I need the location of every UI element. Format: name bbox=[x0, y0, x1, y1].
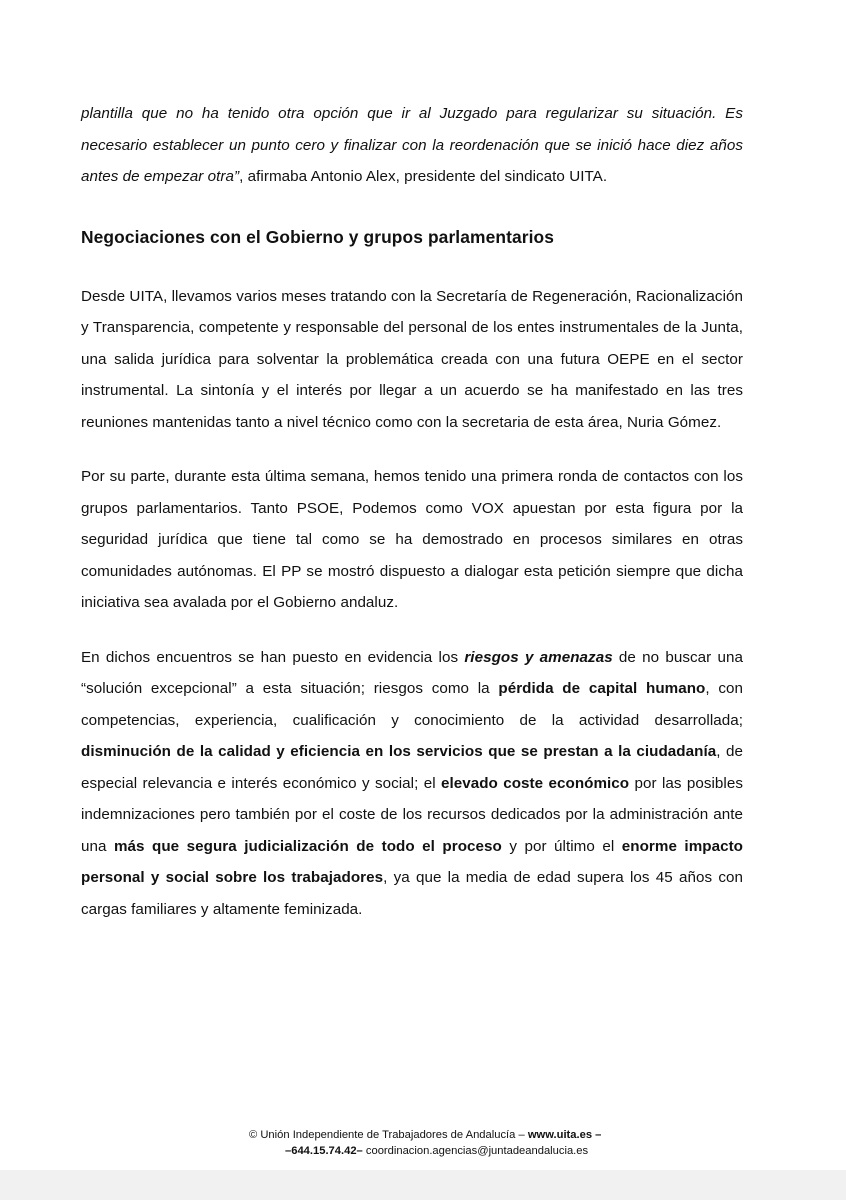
text-run: , con competencias, experiencia, cualificación y conocimiento de la actividad desarrollada; bbox=[81, 680, 743, 729]
spacer bbox=[81, 251, 743, 281]
intro-quote: plantilla que no ha tenido otra opción que ir al Juzgado para regularizar su situación. Es necesario establecer un punto cero y finalizar con la reordenación que se inició hace diez años antes de empezar otra” bbox=[81, 105, 743, 185]
footer-line-2 bbox=[285, 1143, 588, 1159]
spacer bbox=[81, 619, 743, 642]
emphasis-human-capital: pérdida de capital humano bbox=[498, 680, 706, 697]
emphasis-personal-impact: enorme impacto personal y social sobre los trabajadores bbox=[81, 837, 744, 886]
emphasis-service-quality: disminución de la calidad y eficiencia en los servicios que se prestan a la ciudadanía bbox=[81, 743, 717, 760]
intro-paragraph bbox=[81, 98, 743, 193]
body-paragraph-3 bbox=[81, 642, 743, 926]
emphasis-risks-text: riesgos y amenazas bbox=[464, 648, 613, 666]
text-run: En dichos encuentros se han puesto en evidencia los bbox=[81, 648, 465, 666]
spacer bbox=[81, 193, 743, 223]
footer-copyright: © Unión Independiente de Trabajadores de Andalucía – bbox=[249, 1129, 528, 1141]
text-run: de no buscar una “solución excepcional” a esta situación; riesgos como la bbox=[81, 648, 744, 697]
document-body bbox=[81, 98, 743, 925]
footer-website: www.uita.es – bbox=[527, 1129, 602, 1141]
text-run: , de especial relevancia e interés económico y social; el bbox=[81, 743, 743, 792]
emphasis-risks bbox=[464, 649, 612, 666]
emphasis-judicialization: más que segura judicialización de todo el proceso bbox=[113, 837, 502, 855]
spacer bbox=[81, 438, 743, 461]
intro-attribution: , afirmaba Antonio Alex, presidente del sindicato UITA. bbox=[239, 168, 608, 185]
text-run: y por último el bbox=[501, 837, 622, 855]
section-heading: Negociaciones con el Gobierno y grupos parlamentarios bbox=[81, 226, 555, 247]
body-paragraph-2: Por su parte, durante esta última semana, hemos tenido una primera ronda de contactos con los grupos parlamentarios. Tanto PSOE, Podemos como VOX apuestan por esta figura por la seguridad jurídica que tiene tal como se ha demostrado en procesos similares en otras comunidades autónomas. El PP se mostró dispuesto a dialogar esta petición siempre que dicha iniciativa sea avalada por el Gobierno andaluz. bbox=[81, 468, 743, 611]
footer-line-1 bbox=[249, 1127, 601, 1143]
text-run: , ya que la media de edad supera los 45 años con cargas familiares y altamente feminizada. bbox=[81, 869, 743, 918]
body-paragraph-1: Desde UITA, llevamos varios meses tratando con la Secretaría de Regeneración, Racionalización y Transparencia, competente y responsable del personal de los entes instrumentales de la Junta, una salida jurídica para solventar la problemática creada con una futura OEPE en el sector instrumental. La sintonía y el interés por llegar a un acuerdo se ha manifestado en las tres reuniones mantenidas tanto a nivel técnico como con la secretaria de esta área, Nuria Gómez. bbox=[81, 287, 743, 431]
text-run: por las posibles indemnizaciones pero también por el coste de los recursos dedicados por la administración ante una bbox=[81, 774, 743, 855]
scan-edge-band bbox=[0, 1170, 846, 1200]
footer-phone: –644.15.74.42– bbox=[285, 1145, 363, 1157]
emphasis-economic-cost: elevado coste económico bbox=[440, 774, 630, 792]
footer-email: coordinacion.agencias@juntadeandalucia.es bbox=[362, 1145, 589, 1157]
